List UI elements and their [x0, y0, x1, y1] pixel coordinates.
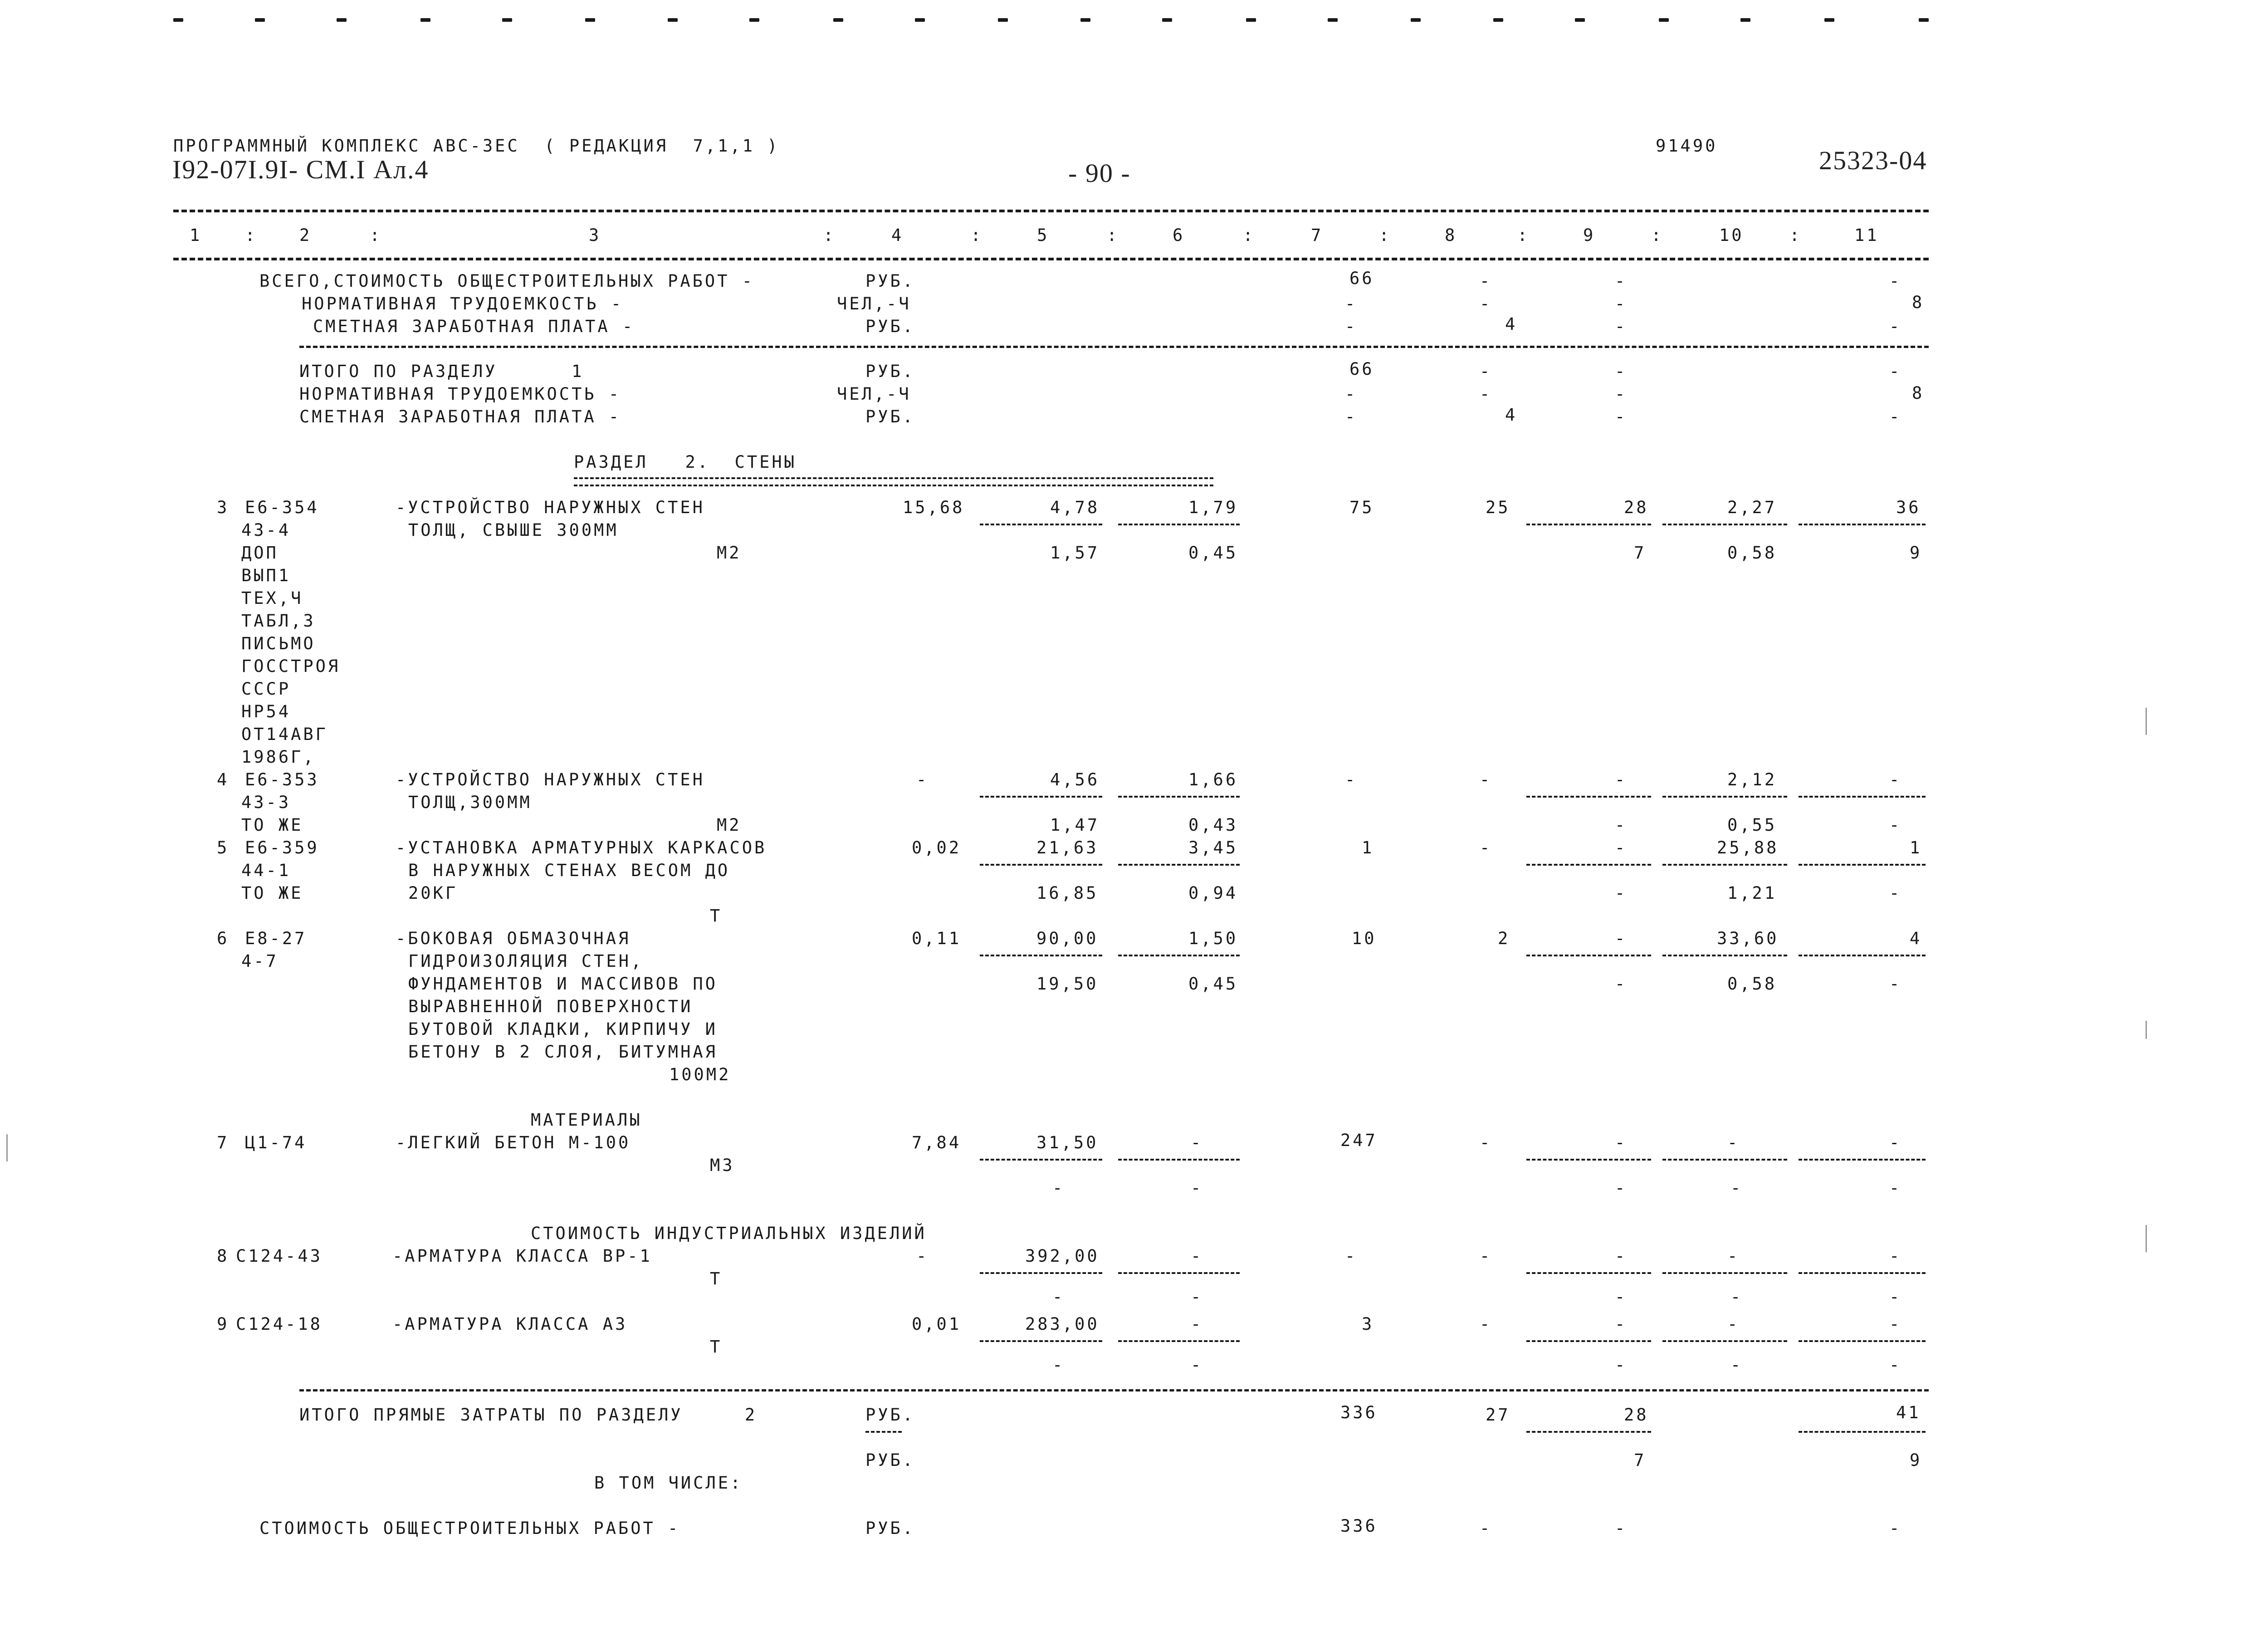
summary2-c8: -: [1480, 384, 1492, 404]
item-c5-wage: 1,57: [1050, 543, 1100, 563]
item-number: 7: [217, 1133, 230, 1152]
c9-divider: [1526, 955, 1651, 956]
general-works-label: СТОИМОСТЬ ОБЩЕСТРОИТЕЛЬНЫХ РАБОТ -: [259, 1519, 680, 1538]
c6-divider: [1118, 955, 1240, 956]
c10-divider: [1662, 864, 1787, 866]
item-c6: 1,79: [1188, 498, 1238, 517]
general-works-c11: -: [1889, 1519, 1902, 1538]
item-c11: 1: [1910, 838, 1922, 857]
item-c9-wage: -: [1615, 1287, 1628, 1307]
col-sep: :: [1789, 225, 1802, 245]
item-code: С124-43: [236, 1246, 323, 1266]
item-code: С124-18: [236, 1314, 323, 1334]
col-sep: :: [370, 225, 382, 245]
summary1-c9: -: [1615, 317, 1628, 336]
summary1-c9: -: [1615, 294, 1628, 314]
item-c6-wage: 0,94: [1188, 883, 1238, 903]
item-ref: ПИСЬМО: [241, 634, 316, 653]
item-c6: -: [1191, 1314, 1203, 1334]
item-c5-wage: -: [1052, 1178, 1065, 1198]
c6-divider: [1118, 524, 1240, 525]
summary2-c9: -: [1615, 362, 1628, 381]
item-c6: -: [1191, 1133, 1203, 1152]
col-num-5: 5: [1037, 225, 1050, 245]
c10-divider: [1662, 524, 1787, 525]
item-c11-wage: -: [1889, 1287, 1902, 1307]
item-c11: 36: [1896, 498, 1921, 517]
c5-divider: [980, 1159, 1102, 1161]
item-unit: Т: [710, 1337, 723, 1357]
summary2-unit: ЧЕЛ,-Ч: [837, 384, 911, 404]
item-code: Ц1-74: [245, 1133, 307, 1152]
item-c10: 2,27: [1727, 498, 1777, 517]
item-c11: -: [1889, 770, 1902, 789]
item-unit: 100М2: [669, 1065, 731, 1084]
c10-divider: [1662, 955, 1787, 956]
item-desc: -БОКОВАЯ ОБМАЗОЧНАЯ: [396, 929, 631, 948]
summary1-c7: 66: [1349, 269, 1374, 288]
col-num-11: 11: [1854, 225, 1879, 245]
item-c9: -: [1615, 929, 1628, 948]
item-c5: 283,00: [1025, 1314, 1100, 1334]
scan-mark: [2146, 708, 2147, 735]
item-ref: СССР: [241, 679, 291, 699]
item-ref: 44-1: [241, 861, 291, 880]
general-works-c9: -: [1615, 1519, 1628, 1538]
col-num-7: 7: [1311, 225, 1324, 245]
totals-c9: 28: [1624, 1405, 1649, 1425]
including-label: В ТОМ ЧИСЛЕ:: [594, 1473, 743, 1493]
item-c7: 10: [1352, 929, 1377, 948]
col-sep: :: [1243, 225, 1256, 245]
page-number: - 90 -: [1068, 158, 1131, 188]
col-sep: :: [823, 225, 836, 245]
summary1-unit: ЧЕЛ,-Ч: [837, 294, 911, 314]
item-c8: -: [1480, 838, 1492, 857]
item-ref: 4-7: [241, 951, 279, 971]
item-c4: -: [916, 1246, 929, 1266]
col-sep: :: [1379, 225, 1392, 245]
summary2-label: НОРМАТИВНАЯ ТРУДОЕМКОСТЬ -: [299, 384, 621, 404]
document-id: I92-07I.9I- СМ.I Ал.4: [172, 155, 429, 184]
item-c5-wage: 1,47: [1050, 815, 1100, 835]
item-c5-wage: 16,85: [1036, 883, 1099, 903]
item-desc: ВЫРАВНЕННОЙ ПОВЕРХНОСТИ: [408, 997, 693, 1016]
item-c10-wage: 0,58: [1727, 974, 1777, 994]
item-number: 9: [217, 1314, 230, 1334]
item-ref: ДОП: [241, 543, 279, 563]
summary-divider: [299, 346, 1929, 348]
item-desc: ФУНДАМЕНТОВ И МАССИВОВ ПО: [408, 974, 718, 994]
item-unit: М3: [710, 1156, 735, 1175]
program-header: ПРОГРАММНЫЙ КОМПЛЕКС АВС-3ЕС ( РЕДАКЦИЯ 7,1,1 ): [173, 136, 780, 156]
summary2-c7: -: [1345, 407, 1358, 426]
item-ref: ТО ЖЕ: [241, 815, 303, 835]
scan-mark: [2146, 1021, 2147, 1039]
item-code: Е6-354: [245, 498, 319, 517]
item-c5: 4,78: [1050, 498, 1100, 517]
c5-divider: [980, 1340, 1102, 1342]
item-desc: В НАРУЖНЫХ СТЕНАХ ВЕСОМ ДО: [408, 861, 730, 880]
item-c6: -: [1191, 1246, 1203, 1266]
c6-divider: [1118, 864, 1240, 866]
summary1-c9: -: [1615, 271, 1628, 291]
summary2-label: ИТОГО ПО РАЗДЕЛУ 1: [299, 362, 584, 381]
item-unit: М2: [717, 815, 742, 835]
item-ref: 43-3: [241, 793, 291, 812]
c6-divider: [1118, 1272, 1240, 1274]
item-c6-wage: -: [1191, 1355, 1203, 1375]
totals-c7: 336: [1340, 1403, 1378, 1422]
item-c10-wage: 0,55: [1727, 815, 1777, 835]
c11-divider: [1799, 1272, 1926, 1274]
general-works-unit: РУБ.: [865, 1519, 915, 1538]
item-c6-wage: -: [1191, 1287, 1203, 1307]
item-c6: 1,66: [1188, 770, 1238, 789]
summary2-unit: РУБ.: [865, 362, 915, 381]
item-c7: -: [1345, 770, 1358, 789]
header-code: 91490: [1656, 136, 1718, 156]
item-c11: -: [1889, 1133, 1902, 1152]
item-c8: -: [1480, 1133, 1492, 1152]
item-number: 6: [217, 929, 230, 948]
summary1-label: СМЕТНАЯ ЗАРАБОТНАЯ ПЛАТА -: [313, 317, 635, 336]
item-c10: 33,60: [1717, 929, 1779, 948]
c10-divider: [1662, 1159, 1787, 1161]
col-num-4: 4: [891, 225, 904, 245]
c9-divider: [1526, 524, 1651, 525]
item-c5: 392,00: [1025, 1246, 1100, 1266]
item-c6: 3,45: [1188, 838, 1238, 857]
col-num-10: 10: [1719, 225, 1744, 245]
item-c10-wage: -: [1730, 1355, 1743, 1375]
general-works-c7: 336: [1340, 1516, 1378, 1536]
item-desc: ТОЛЩ,300ММ: [408, 793, 532, 812]
item-c5-wage: -: [1052, 1355, 1065, 1375]
c9-divider: [1526, 1272, 1651, 1274]
summary1-c11: 8: [1912, 293, 1925, 312]
totals-c11: 41: [1896, 1403, 1921, 1422]
totals-label: ИТОГО ПРЯМЫЕ ЗАТРАТЫ ПО РАЗДЕЛУ 2: [299, 1405, 758, 1425]
item-c9-wage: -: [1615, 815, 1628, 835]
c5-divider: [980, 796, 1102, 798]
c9-divider: [1526, 1431, 1651, 1433]
item-c6-wage: -: [1191, 1178, 1203, 1198]
col-num-9: 9: [1583, 225, 1596, 245]
item-ref: ТАБЛ,3: [241, 611, 316, 631]
summary2-c8: -: [1480, 362, 1492, 381]
item-ref: 1986Г,: [241, 747, 316, 767]
totals-c8: 27: [1486, 1405, 1510, 1425]
c9-divider: [1526, 864, 1651, 866]
summary2-c11: 8: [1912, 383, 1925, 403]
item-c4: 0,11: [912, 929, 962, 948]
item-c10-wage: -: [1730, 1178, 1743, 1198]
item-c9: -: [1615, 1246, 1628, 1266]
summary1-unit: РУБ.: [865, 271, 915, 291]
item-ref: ОТ14АВГ: [241, 725, 328, 744]
summary1-c11: -: [1889, 271, 1902, 291]
item-c9: -: [1615, 1314, 1628, 1334]
item-c11-wage: -: [1889, 974, 1902, 994]
c11-divider: [1799, 1159, 1926, 1161]
item-number: 4: [217, 770, 230, 789]
item-ref: НР54: [241, 702, 291, 721]
item-desc: 20КГ: [408, 883, 458, 903]
item-c11-wage: 9: [1910, 543, 1922, 563]
item-c9: -: [1615, 838, 1628, 857]
c10-divider: [1662, 1340, 1787, 1342]
item-code: Е6-359: [245, 838, 319, 857]
item-c9-wage: -: [1615, 1178, 1628, 1198]
col-num-3: 3: [589, 225, 601, 245]
document-number: 25323-04: [1819, 146, 1927, 175]
item-c7: 75: [1349, 498, 1374, 517]
item-c11-wage: -: [1889, 883, 1902, 903]
c11-divider: [1799, 524, 1926, 525]
c11-divider: [1799, 1431, 1926, 1433]
summary2-c7: 66: [1349, 359, 1374, 379]
item-c10: -: [1727, 1314, 1740, 1334]
item-c8: -: [1480, 1314, 1492, 1334]
item-c7: 3: [1362, 1314, 1374, 1334]
item-c11: 4: [1910, 929, 1922, 948]
item-c8: -: [1480, 1246, 1492, 1266]
item-desc: -АРМАТУРА КЛАССА А3: [392, 1314, 628, 1334]
item-c4: 0,01: [912, 1314, 962, 1334]
item-c4: 7,84: [912, 1133, 962, 1152]
item-c6: 1,50: [1188, 929, 1238, 948]
item-ref: ТО ЖЕ: [241, 883, 303, 903]
summary2-c11: -: [1889, 407, 1902, 426]
item-desc: -УСТАНОВКА АРМАТУРНЫХ КАРКАСОВ: [396, 838, 767, 857]
item-c4: -: [916, 770, 929, 789]
c6-divider: [1118, 1340, 1240, 1342]
item-c10: 25,88: [1717, 838, 1779, 857]
item-c9-wage: -: [1615, 974, 1628, 994]
item-c8: -: [1480, 770, 1492, 789]
c11-divider: [1799, 796, 1926, 798]
col-num-8: 8: [1445, 225, 1457, 245]
col-sep: :: [1517, 225, 1530, 245]
item-unit: Т: [710, 1269, 723, 1288]
item-desc: -УСТРОЙСТВО НАРУЖНЫХ СТЕН: [396, 498, 705, 517]
item-c6-wage: 0,45: [1188, 974, 1238, 994]
section-underline: [574, 477, 1213, 486]
c5-divider: [980, 955, 1102, 956]
item-c5: 21,63: [1036, 838, 1099, 857]
item-c8: 2: [1498, 929, 1510, 948]
item-desc: БУТОВОЙ КЛАДКИ, КИРПИЧУ И: [408, 1019, 718, 1039]
summary2-c9: -: [1615, 384, 1628, 404]
item-c11-wage: -: [1889, 1355, 1902, 1375]
item-code: Е6-353: [245, 770, 319, 789]
c5-divider: [980, 864, 1102, 866]
item-c5: 90,00: [1036, 929, 1099, 948]
totals-c11-wage: 9: [1910, 1450, 1922, 1470]
item-c7: 1: [1362, 838, 1374, 857]
item-number: 3: [217, 498, 230, 517]
item-c4: 0,02: [912, 838, 962, 857]
header-rule-bottom: [173, 258, 1929, 260]
item-c9: -: [1615, 1133, 1628, 1152]
item-c11: -: [1889, 1246, 1902, 1266]
col-num-2: 2: [299, 225, 312, 245]
item-number: 8: [217, 1246, 230, 1266]
section-title: РАЗДЕЛ 2. СТЕНЫ: [574, 452, 797, 472]
item-c10-wage: 1,21: [1727, 883, 1777, 903]
col-num-1: 1: [190, 225, 202, 245]
item-desc: ТОЛЩ, СВЫШЕ 300ММ: [408, 520, 619, 540]
c11-divider: [1799, 864, 1926, 866]
unit-divider: [865, 1431, 902, 1433]
item-c9: -: [1615, 770, 1628, 789]
c9-divider: [1526, 1340, 1651, 1342]
scan-mark: [6, 1134, 8, 1161]
c10-divider: [1662, 796, 1787, 798]
totals-unit2: РУБ.: [865, 1450, 915, 1470]
materials-heading: МАТЕРИАЛЫ: [531, 1110, 642, 1130]
col-sep: :: [971, 225, 983, 245]
totals-c9-wage: 7: [1634, 1450, 1647, 1470]
summary1-c8: -: [1480, 294, 1492, 314]
item-desc: -АРМАТУРА КЛАССА ВР-1: [392, 1246, 652, 1266]
summary2-c11: -: [1889, 362, 1902, 381]
scan-mark: [2146, 1225, 2147, 1252]
item-c9-wage: -: [1615, 883, 1628, 903]
summary2-c8: 4: [1505, 405, 1518, 425]
item-c5-wage: -: [1052, 1287, 1065, 1307]
item-c7: -: [1345, 1246, 1358, 1266]
summary1-c7: -: [1345, 317, 1358, 336]
item-desc: -УСТРОЙСТВО НАРУЖНЫХ СТЕН: [396, 770, 705, 789]
top-dash-strip: [173, 18, 1929, 25]
c9-divider: [1526, 796, 1651, 798]
item-ref: ТЕХ,Ч: [241, 588, 303, 608]
summary2-c7: -: [1345, 384, 1358, 404]
summary1-c7: -: [1345, 294, 1358, 314]
c9-divider: [1526, 1159, 1651, 1161]
summary1-c8: 4: [1505, 314, 1518, 334]
item-c6-wage: 0,43: [1188, 815, 1238, 835]
summary1-c8: -: [1480, 271, 1492, 291]
item-c9-wage: -: [1615, 1355, 1628, 1375]
item-c10-wage: 0,58: [1727, 543, 1777, 563]
industrial-heading: СТОИМОСТЬ ИНДУСТРИАЛЬНЫХ ИЗДЕЛИЙ: [531, 1224, 927, 1243]
item-ref: 43-4: [241, 520, 291, 540]
c6-divider: [1118, 1159, 1240, 1161]
item-c8: 25: [1486, 498, 1510, 517]
item-c11-wage: -: [1889, 815, 1902, 835]
item-c7: 247: [1340, 1131, 1378, 1150]
c10-divider: [1662, 1272, 1787, 1274]
summary1-unit: РУБ.: [865, 317, 915, 336]
item-c10: -: [1727, 1133, 1740, 1152]
item-c11: -: [1889, 1314, 1902, 1334]
item-c10: -: [1727, 1246, 1740, 1266]
item-unit: М2: [717, 543, 742, 563]
c11-divider: [1799, 1340, 1926, 1342]
summary1-label: НОРМАТИВНАЯ ТРУДОЕМКОСТЬ -: [302, 294, 624, 314]
general-works-c8: -: [1480, 1519, 1492, 1538]
c6-divider: [1118, 796, 1240, 798]
c5-divider: [980, 1272, 1102, 1274]
summary2-label: СМЕТНАЯ ЗАРАБОТНАЯ ПЛАТА -: [299, 407, 621, 426]
summary2-unit: РУБ.: [865, 407, 915, 426]
item-c5-wage: 19,50: [1036, 974, 1099, 994]
item-c10-wage: -: [1730, 1287, 1743, 1307]
item-c6-wage: 0,45: [1188, 543, 1238, 563]
item-c4: 15,68: [903, 498, 965, 517]
item-c10: 2,12: [1727, 770, 1777, 789]
item-code: Е8-27: [245, 929, 307, 948]
col-sep: :: [245, 225, 258, 245]
item-desc: БЕТОНУ В 2 СЛОЯ, БИТУМНАЯ: [408, 1042, 718, 1062]
item-c11-wage: -: [1889, 1178, 1902, 1198]
totals-divider: [299, 1389, 1929, 1391]
summary2-c9: -: [1615, 407, 1628, 426]
item-c9-wage: 7: [1634, 543, 1647, 563]
c5-divider: [980, 524, 1102, 525]
c11-divider: [1799, 955, 1926, 956]
summary1-c11: -: [1889, 317, 1902, 336]
summary1-label: ВСЕГО,СТОИМОСТЬ ОБЩЕСТРОИТЕЛЬНЫХ РАБОТ -: [259, 271, 755, 291]
col-num-6: 6: [1173, 225, 1185, 245]
item-unit: Т: [710, 906, 723, 926]
totals-unit: РУБ.: [865, 1405, 915, 1425]
item-ref: ГОССТРОЯ: [241, 656, 341, 676]
item-c9: 28: [1624, 498, 1649, 517]
col-sep: :: [1651, 225, 1664, 245]
item-desc: -ЛЕГКИЙ БЕТОН М-100: [396, 1133, 631, 1152]
item-c5: 31,50: [1036, 1133, 1099, 1152]
item-number: 5: [217, 838, 230, 857]
item-ref: ВЫП1: [241, 566, 291, 585]
header-rule-top: [173, 210, 1929, 212]
item-desc: ГИДРОИЗОЛЯЦИЯ СТЕН,: [408, 951, 644, 971]
item-c5: 4,56: [1050, 770, 1100, 789]
col-sep: :: [1107, 225, 1119, 245]
